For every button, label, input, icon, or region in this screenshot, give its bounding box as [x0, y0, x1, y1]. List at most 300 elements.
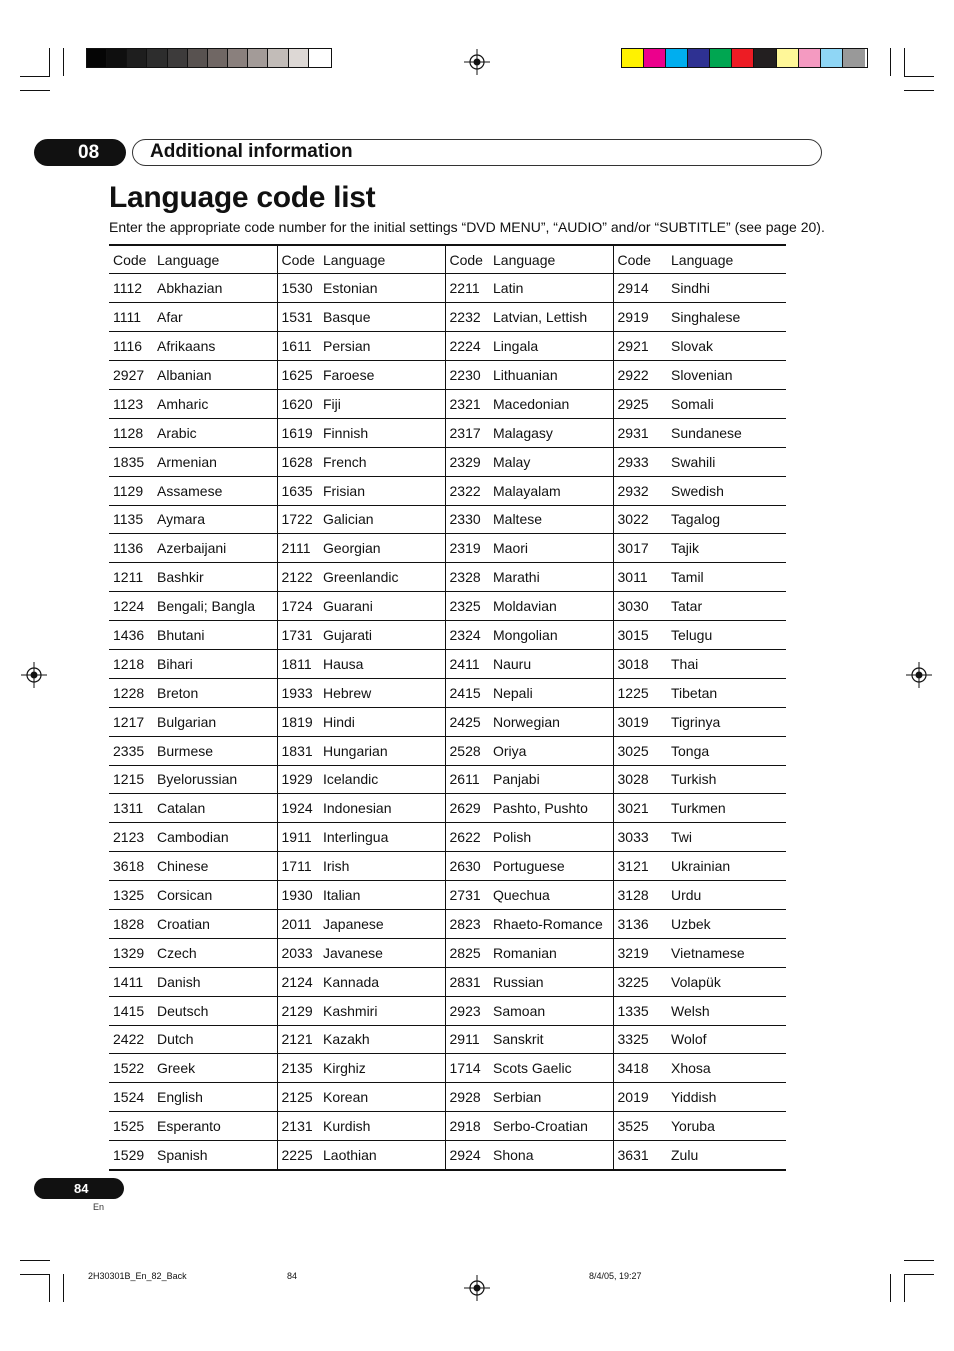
- language-code: 1329: [109, 938, 155, 967]
- language-code: 2932: [613, 476, 669, 505]
- table-row: [109, 1141, 786, 1170]
- language-name: Tonga: [669, 736, 786, 765]
- language-name: Ukrainian: [669, 852, 786, 881]
- language-name: Hungarian: [321, 736, 445, 765]
- language-code: 2111: [277, 534, 321, 563]
- language-name: Arabic: [155, 418, 277, 447]
- table-row: [109, 794, 786, 823]
- language-name: Xhosa: [669, 1054, 786, 1083]
- language-code: 2224: [445, 332, 491, 361]
- language-name: Cambodian: [155, 823, 277, 852]
- language-code: 2919: [613, 303, 669, 332]
- language-name: Latin: [491, 274, 613, 303]
- language-code: 2131: [277, 1112, 321, 1141]
- language-code: 2129: [277, 996, 321, 1025]
- language-name: Sundanese: [669, 418, 786, 447]
- color-swatch: [688, 49, 710, 67]
- language-name: English: [155, 1083, 277, 1112]
- language-name: Oriya: [491, 736, 613, 765]
- color-swatch: [777, 49, 799, 67]
- language-name: Wolof: [669, 1025, 786, 1054]
- language-code: 1436: [109, 621, 155, 650]
- language-name: Japanese: [321, 909, 445, 938]
- language-code: 2135: [277, 1054, 321, 1083]
- language-name: Breton: [155, 678, 277, 707]
- color-swatch: [843, 49, 865, 67]
- language-code: 2325: [445, 592, 491, 621]
- language-code: 2329: [445, 447, 491, 476]
- language-name: Fiji: [321, 389, 445, 418]
- language-code: 3021: [613, 794, 669, 823]
- language-code: 1524: [109, 1083, 155, 1112]
- color-swatch: [821, 49, 843, 67]
- language-name: Lingala: [491, 332, 613, 361]
- language-code: 3015: [613, 621, 669, 650]
- language-name: Bashkir: [155, 563, 277, 592]
- language-code: 2630: [445, 852, 491, 881]
- language-name: Swedish: [669, 476, 786, 505]
- language-name: Zulu: [669, 1141, 786, 1170]
- language-code: 2411: [445, 649, 491, 678]
- language-code: 2528: [445, 736, 491, 765]
- language-name: Assamese: [155, 476, 277, 505]
- language-name: Latvian, Lettish: [491, 303, 613, 332]
- table-row: [109, 881, 786, 910]
- language-name: Yoruba: [669, 1112, 786, 1141]
- language-name: Macedonian: [491, 389, 613, 418]
- language-code: 1112: [109, 274, 155, 303]
- language-name: Hindi: [321, 707, 445, 736]
- crop-mark: [904, 90, 934, 91]
- language-name: Frisian: [321, 476, 445, 505]
- language-name: Amharic: [155, 389, 277, 418]
- crop-mark: [20, 90, 50, 91]
- language-name: Abkhazian: [155, 274, 277, 303]
- language-name: Corsican: [155, 881, 277, 910]
- language-code: 1929: [277, 765, 321, 794]
- table-header-row: [109, 245, 786, 274]
- grayscale-color-bar: [86, 48, 332, 68]
- language-name: Irish: [321, 852, 445, 881]
- language-code: 1911: [277, 823, 321, 852]
- language-code: 3028: [613, 765, 669, 794]
- crop-mark: [904, 1274, 934, 1275]
- language-name: Korean: [321, 1083, 445, 1112]
- language-name: Turkish: [669, 765, 786, 794]
- language-name: Bihari: [155, 649, 277, 678]
- table-row: [109, 678, 786, 707]
- language-code: 2914: [613, 274, 669, 303]
- column-header-code: Code: [445, 245, 491, 274]
- table-row: [109, 736, 786, 765]
- language-name: Malay: [491, 447, 613, 476]
- language-name: Polish: [491, 823, 613, 852]
- language-name: Tigrinya: [669, 707, 786, 736]
- language-name: French: [321, 447, 445, 476]
- language-name: Georgian: [321, 534, 445, 563]
- language-code: 1835: [109, 447, 155, 476]
- language-code: 3025: [613, 736, 669, 765]
- language-name: Slovak: [669, 332, 786, 361]
- page-number: 84: [74, 1181, 89, 1196]
- language-code: 3325: [613, 1025, 669, 1054]
- language-name: Interlingua: [321, 823, 445, 852]
- language-code: 1123: [109, 389, 155, 418]
- language-code: 2033: [277, 938, 321, 967]
- language-code: 2931: [613, 418, 669, 447]
- language-code: 1335: [613, 996, 669, 1025]
- language-code: 1722: [277, 505, 321, 534]
- language-name: Kazakh: [321, 1025, 445, 1054]
- language-name: Volapük: [669, 967, 786, 996]
- column-header-code: Code: [109, 245, 155, 274]
- language-name: Afrikaans: [155, 332, 277, 361]
- language-name: Dutch: [155, 1025, 277, 1054]
- color-swatch: [799, 49, 821, 67]
- language-code: 3418: [613, 1054, 669, 1083]
- language-name: Welsh: [669, 996, 786, 1025]
- language-name: Armenian: [155, 447, 277, 476]
- language-code: 2611: [445, 765, 491, 794]
- language-table-body: [109, 245, 786, 1170]
- language-name: Estonian: [321, 274, 445, 303]
- process-color-bar: [621, 48, 868, 68]
- language-name: Albanian: [155, 361, 277, 390]
- language-code: 1136: [109, 534, 155, 563]
- language-code: 2731: [445, 881, 491, 910]
- language-code: 1620: [277, 389, 321, 418]
- language-code: 2330: [445, 505, 491, 534]
- language-name: Samoan: [491, 996, 613, 1025]
- language-code: 1619: [277, 418, 321, 447]
- color-swatch: [754, 49, 776, 67]
- language-code: 2928: [445, 1083, 491, 1112]
- language-name: Uzbek: [669, 909, 786, 938]
- table-row: [109, 1054, 786, 1083]
- table-row: [109, 563, 786, 592]
- intro-text: Enter the appropriate code number for the initial settings “DVD MENU”, “AUDIO” and/or “SUBTITLE” (see page 20).: [109, 219, 825, 235]
- color-swatch: [147, 49, 167, 67]
- table-row: [109, 592, 786, 621]
- color-swatch: [732, 49, 754, 67]
- language-code: 1933: [277, 678, 321, 707]
- language-code: 3019: [613, 707, 669, 736]
- language-name: Serbo-Croatian: [491, 1112, 613, 1141]
- crop-mark: [20, 1260, 50, 1261]
- language-name: Hausa: [321, 649, 445, 678]
- language-name: Bhutani: [155, 621, 277, 650]
- language-code: 2925: [613, 389, 669, 418]
- language-name: Greek: [155, 1054, 277, 1083]
- color-swatch: [107, 49, 127, 67]
- language-name: Shona: [491, 1141, 613, 1170]
- language-name: Afar: [155, 303, 277, 332]
- table-row: [109, 418, 786, 447]
- language-code: 1529: [109, 1141, 155, 1170]
- language-code: 2927: [109, 361, 155, 390]
- language-code: 2211: [445, 274, 491, 303]
- language-code: 2317: [445, 418, 491, 447]
- language-code: 1714: [445, 1054, 491, 1083]
- language-name: Esperanto: [155, 1112, 277, 1141]
- language-code: 2415: [445, 678, 491, 707]
- table-row: [109, 332, 786, 361]
- language-name: Deutsch: [155, 996, 277, 1025]
- table-row: [109, 476, 786, 505]
- language-name: Bengali; Bangla: [155, 592, 277, 621]
- color-swatch: [208, 49, 228, 67]
- language-name: Byelorussian: [155, 765, 277, 794]
- table-row: [109, 1025, 786, 1054]
- language-name: Kirghiz: [321, 1054, 445, 1083]
- table-row: [109, 996, 786, 1025]
- language-code: 1116: [109, 332, 155, 361]
- crop-mark: [890, 1274, 891, 1302]
- color-swatch: [248, 49, 268, 67]
- language-name: Romanian: [491, 938, 613, 967]
- language-name: Russian: [491, 967, 613, 996]
- language-code: 1224: [109, 592, 155, 621]
- print-page-number: 84: [287, 1271, 298, 1281]
- language-code: 2422: [109, 1025, 155, 1054]
- chapter-badge: [34, 139, 126, 166]
- column-header-language: Language: [155, 245, 277, 274]
- language-code: 2322: [445, 476, 491, 505]
- language-code: 1415: [109, 996, 155, 1025]
- language-name: Maori: [491, 534, 613, 563]
- language-name: Malayalam: [491, 476, 613, 505]
- language-code: 2232: [445, 303, 491, 332]
- language-name: Aymara: [155, 505, 277, 534]
- language-name: Norwegian: [491, 707, 613, 736]
- language-code: 2230: [445, 361, 491, 390]
- language-name: Rhaeto-Romance: [491, 909, 613, 938]
- color-swatch: [710, 49, 732, 67]
- table-row: [109, 303, 786, 332]
- table-row: [109, 621, 786, 650]
- language-code: 3033: [613, 823, 669, 852]
- language-name: Quechua: [491, 881, 613, 910]
- language-name: Malagasy: [491, 418, 613, 447]
- crop-mark: [20, 1274, 50, 1275]
- language-name: Mongolian: [491, 621, 613, 650]
- language-code: 1531: [277, 303, 321, 332]
- language-code: 3219: [613, 938, 669, 967]
- language-code: 2125: [277, 1083, 321, 1112]
- color-swatch: [168, 49, 188, 67]
- registration-mark-icon: [464, 1275, 490, 1301]
- language-code: 2622: [445, 823, 491, 852]
- language-code: 3225: [613, 967, 669, 996]
- language-name: Nauru: [491, 649, 613, 678]
- language-code: 1635: [277, 476, 321, 505]
- crop-mark: [904, 76, 934, 77]
- table-row: [109, 361, 786, 390]
- table-row: [109, 938, 786, 967]
- language-name: Tatar: [669, 592, 786, 621]
- crop-mark: [904, 48, 905, 76]
- table-row: [109, 823, 786, 852]
- language-code: 1811: [277, 649, 321, 678]
- language-name: Scots Gaelic: [491, 1054, 613, 1083]
- language-name: Yiddish: [669, 1083, 786, 1112]
- table-row: [109, 274, 786, 303]
- language-code: 2924: [445, 1141, 491, 1170]
- table-row: [109, 765, 786, 794]
- column-header-language: Language: [669, 245, 786, 274]
- language-code: 1924: [277, 794, 321, 823]
- language-name: Thai: [669, 649, 786, 678]
- language-code: 1628: [277, 447, 321, 476]
- language-name: Catalan: [155, 794, 277, 823]
- language-name: Czech: [155, 938, 277, 967]
- language-name: Danish: [155, 967, 277, 996]
- language-code: 3018: [613, 649, 669, 678]
- language-code: 2123: [109, 823, 155, 852]
- section-header: [34, 139, 822, 166]
- table-row: [109, 505, 786, 534]
- color-swatch: [289, 49, 309, 67]
- registration-mark-icon: [464, 49, 490, 75]
- language-code: 1129: [109, 476, 155, 505]
- language-name: Marathi: [491, 563, 613, 592]
- language-name: Pashto, Pushto: [491, 794, 613, 823]
- language-name: Indonesian: [321, 794, 445, 823]
- language-name: Kannada: [321, 967, 445, 996]
- language-code: 1228: [109, 678, 155, 707]
- crop-mark: [20, 76, 50, 77]
- crop-mark: [63, 1274, 64, 1302]
- language-code: 1311: [109, 794, 155, 823]
- language-name: Croatian: [155, 909, 277, 938]
- color-swatch: [127, 49, 147, 67]
- language-name: Faroese: [321, 361, 445, 390]
- section-title: Additional information: [150, 141, 353, 162]
- language-code: 1215: [109, 765, 155, 794]
- language-code: 2335: [109, 736, 155, 765]
- crop-mark: [49, 48, 50, 76]
- language-code: 2225: [277, 1141, 321, 1170]
- language-code: 2921: [613, 332, 669, 361]
- print-file-name: 2H30301B_En_82_Back: [88, 1271, 187, 1281]
- color-swatch: [309, 49, 329, 67]
- language-code: 1411: [109, 967, 155, 996]
- language-name: Telugu: [669, 621, 786, 650]
- language-code: 1217: [109, 707, 155, 736]
- language-name: Gujarati: [321, 621, 445, 650]
- language-name: Javanese: [321, 938, 445, 967]
- language-name: Tagalog: [669, 505, 786, 534]
- language-name: Singhalese: [669, 303, 786, 332]
- language-name: Basque: [321, 303, 445, 332]
- language-code: 1530: [277, 274, 321, 303]
- language-code: 1325: [109, 881, 155, 910]
- language-code: 2825: [445, 938, 491, 967]
- table-row: [109, 1083, 786, 1112]
- language-code: 2121: [277, 1025, 321, 1054]
- language-code: 3030: [613, 592, 669, 621]
- language-code: 1611: [277, 332, 321, 361]
- language-code: 2011: [277, 909, 321, 938]
- language-code: 1525: [109, 1112, 155, 1141]
- language-code: 1724: [277, 592, 321, 621]
- language-name: Greenlandic: [321, 563, 445, 592]
- language-name: Persian: [321, 332, 445, 361]
- language-code: 1625: [277, 361, 321, 390]
- table-row: [109, 852, 786, 881]
- registration-mark-icon: [21, 662, 47, 688]
- language-code: 1831: [277, 736, 321, 765]
- crop-mark: [890, 48, 891, 76]
- language-name: Italian: [321, 881, 445, 910]
- language-name: Somali: [669, 389, 786, 418]
- language-name: Bulgarian: [155, 707, 277, 736]
- table-row: [109, 707, 786, 736]
- language-name: Burmese: [155, 736, 277, 765]
- language-code: 2124: [277, 967, 321, 996]
- language-name: Finnish: [321, 418, 445, 447]
- language-name: Urdu: [669, 881, 786, 910]
- language-code: 3128: [613, 881, 669, 910]
- table-row: [109, 1112, 786, 1141]
- language-code: 1930: [277, 881, 321, 910]
- page-number-badge: [34, 1178, 124, 1199]
- language-name: Twi: [669, 823, 786, 852]
- print-timestamp: 8/4/05, 19:27: [589, 1271, 642, 1281]
- table-row: [109, 967, 786, 996]
- language-code: 1135: [109, 505, 155, 534]
- language-name: Portuguese: [491, 852, 613, 881]
- language-code: 2324: [445, 621, 491, 650]
- language-name: Panjabi: [491, 765, 613, 794]
- language-name: Icelandic: [321, 765, 445, 794]
- language-code: 2321: [445, 389, 491, 418]
- column-header-code: Code: [613, 245, 669, 274]
- language-name: Slovenian: [669, 361, 786, 390]
- language-code: 3631: [613, 1141, 669, 1170]
- language-name: Kashmiri: [321, 996, 445, 1025]
- language-name: Tibetan: [669, 678, 786, 707]
- language-code: 2933: [613, 447, 669, 476]
- color-swatch: [268, 49, 288, 67]
- table-row: [109, 447, 786, 476]
- language-name: Moldavian: [491, 592, 613, 621]
- language-code: 1218: [109, 649, 155, 678]
- color-swatch: [666, 49, 688, 67]
- language-code: 2122: [277, 563, 321, 592]
- crop-mark: [904, 1274, 905, 1302]
- column-header-language: Language: [491, 245, 613, 274]
- language-name: Sindhi: [669, 274, 786, 303]
- language-name: Spanish: [155, 1141, 277, 1170]
- language-name: Tajik: [669, 534, 786, 563]
- language-code: 3121: [613, 852, 669, 881]
- language-name: Laothian: [321, 1141, 445, 1170]
- language-code: 2922: [613, 361, 669, 390]
- language-code-table: [109, 244, 786, 1171]
- language-name: Lithuanian: [491, 361, 613, 390]
- language-code: 2823: [445, 909, 491, 938]
- language-code: 2425: [445, 707, 491, 736]
- language-tag: En: [93, 1202, 105, 1212]
- color-swatch: [228, 49, 248, 67]
- language-code: 3525: [613, 1112, 669, 1141]
- language-code: 1711: [277, 852, 321, 881]
- language-name: Kurdish: [321, 1112, 445, 1141]
- language-code: 1225: [613, 678, 669, 707]
- language-code: 2923: [445, 996, 491, 1025]
- language-name: Azerbaijani: [155, 534, 277, 563]
